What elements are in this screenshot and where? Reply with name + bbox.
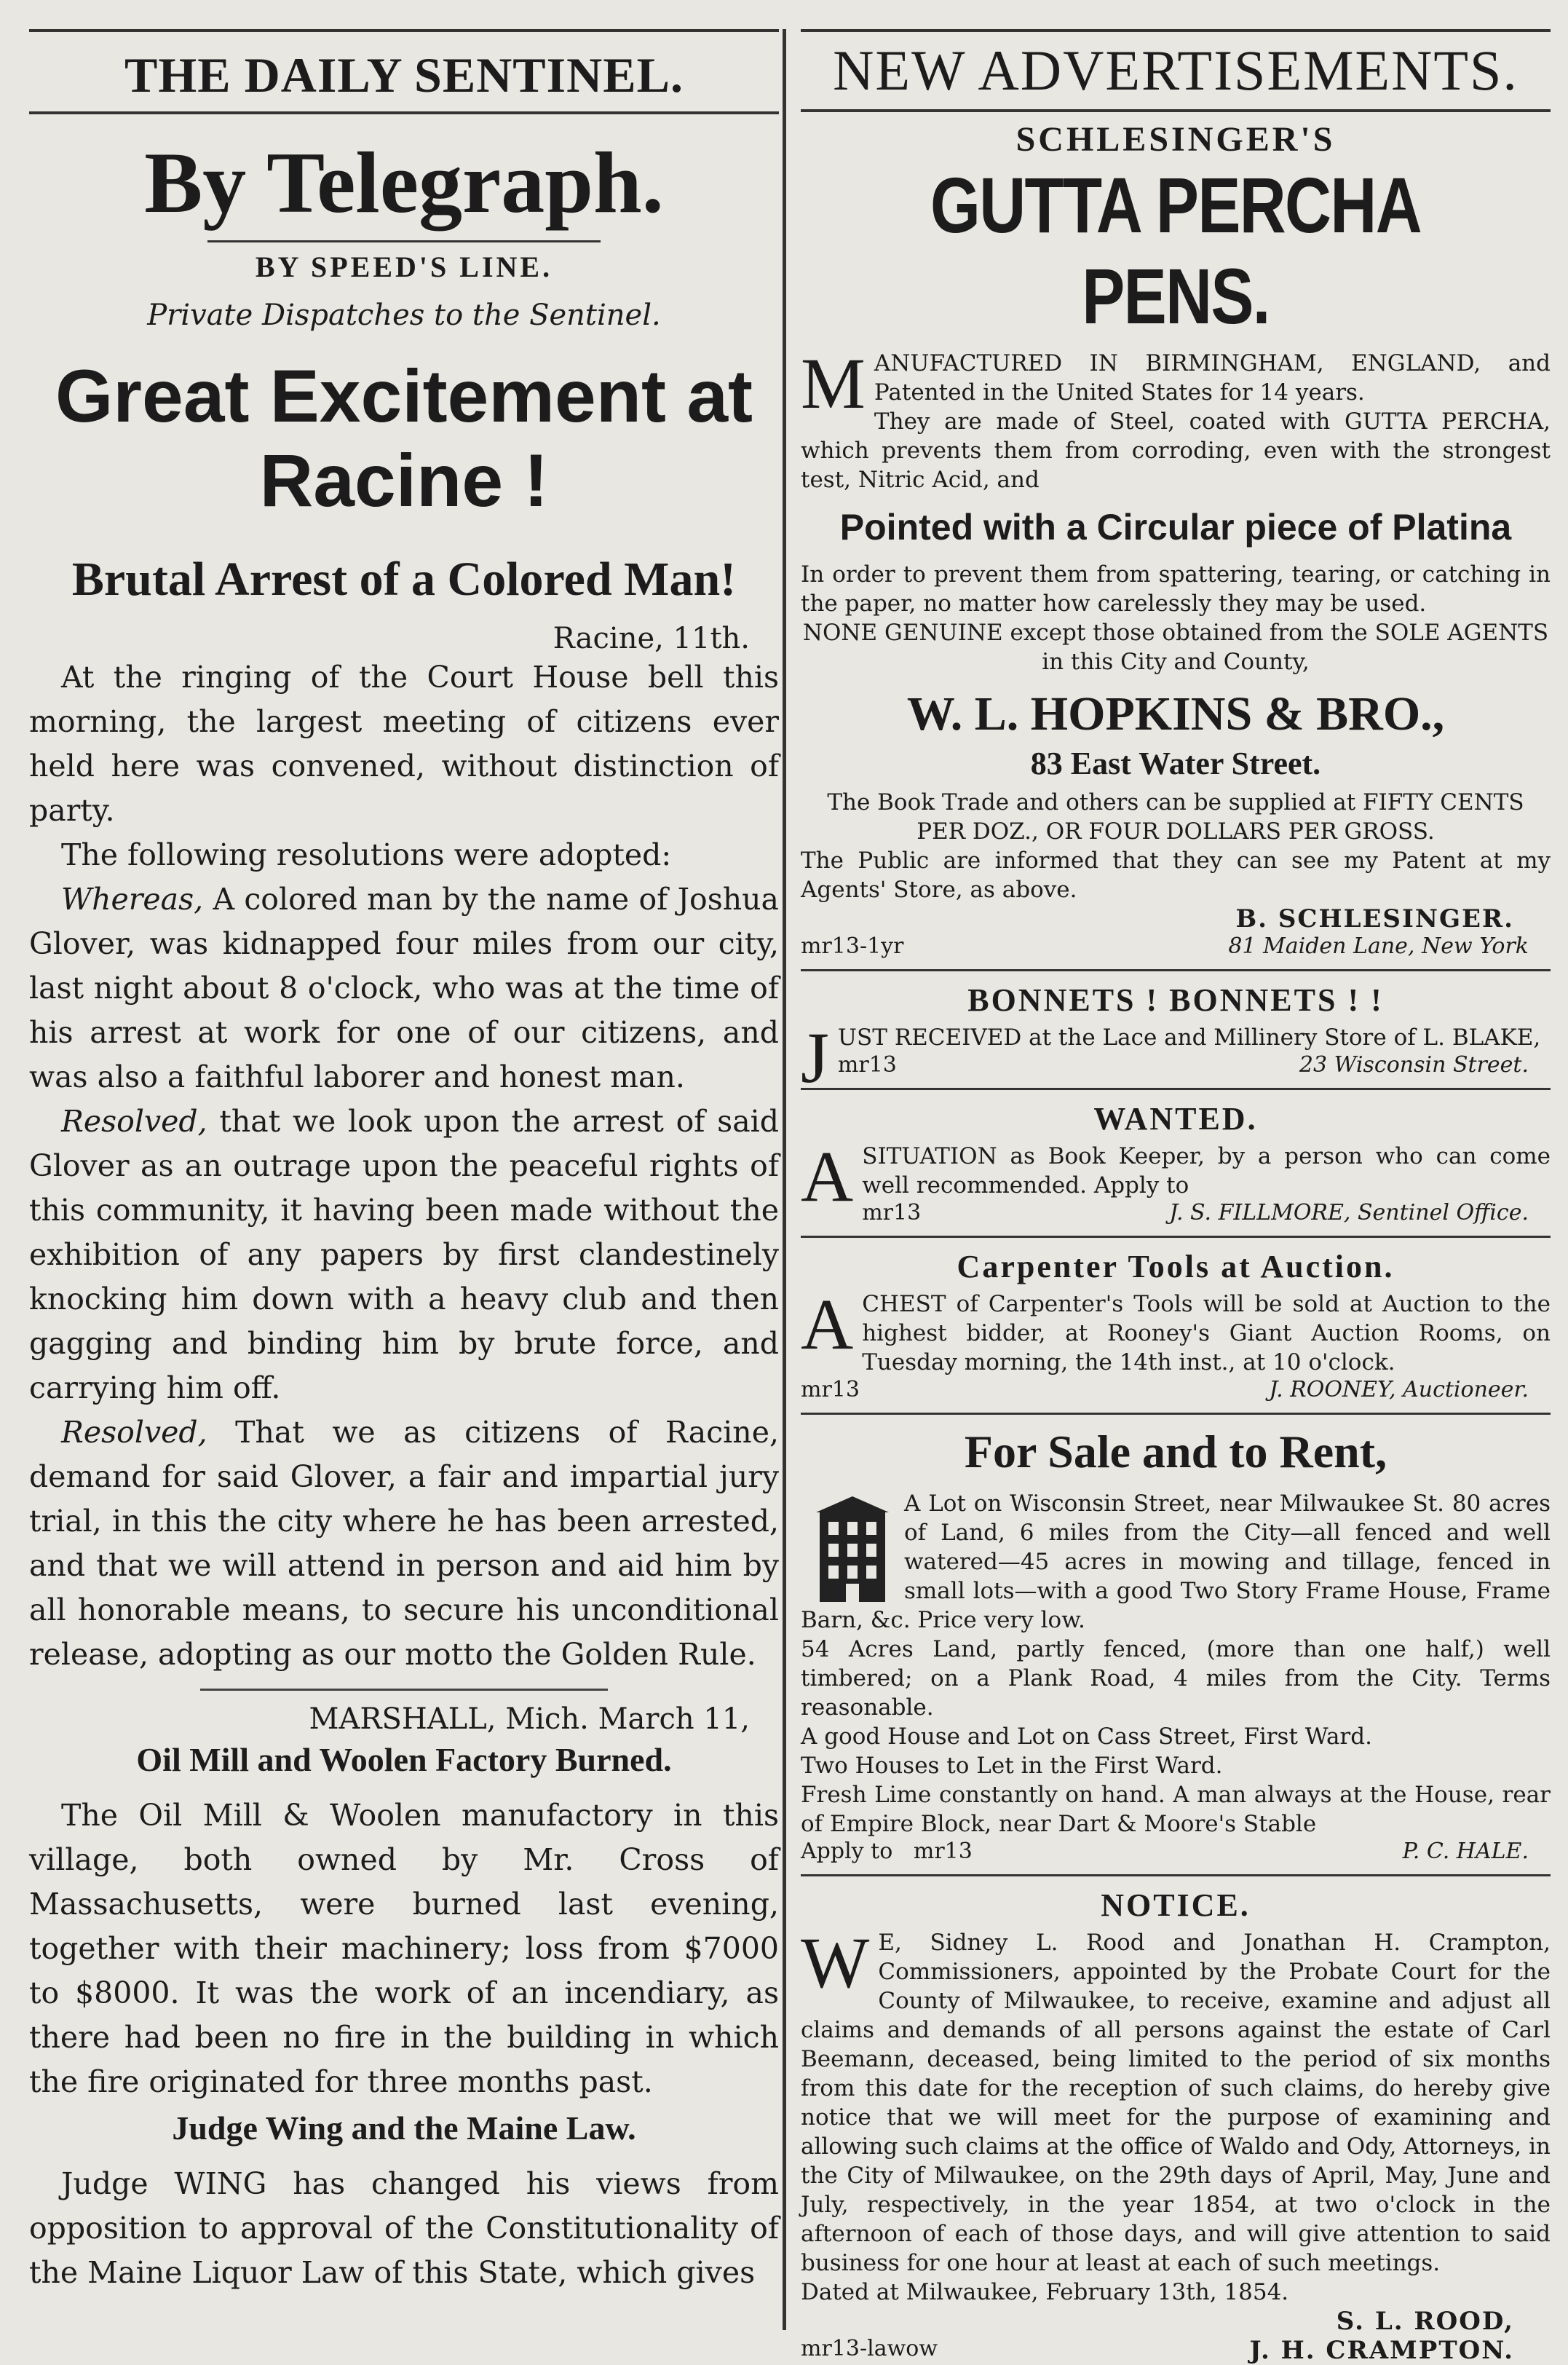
headline-line-1: Great Excitement at xyxy=(55,355,753,438)
ad-signature: J. H. CRAMPTON. xyxy=(1249,2336,1514,2365)
left-column xyxy=(29,29,779,2330)
ad-carpenter xyxy=(801,1284,1551,1377)
ad-apply xyxy=(801,1839,973,1864)
ad-footer xyxy=(801,1377,1551,1402)
paragraph: At the ringing of the Court House bell this morning, the largest meeting of citizens ever held here was convened, without distinction of party. xyxy=(29,660,779,828)
building-icon xyxy=(812,1496,892,1606)
ad-footer xyxy=(801,2336,1551,2365)
ad-text: A Lot on Wisconsin Street, near Milwaukee St. 80 acres of Land, 6 miles from the City—all fenced and well watered—45 acres in mowing and tillage, fenced in small lots—with a good Two Story Frame House, Frame Barn, &c. Price very low. xyxy=(801,1491,1551,1633)
ad-text: Fresh Lime constantly on hand. A man always at the House, rear of Empire Block, near Dart & Moore's Stable xyxy=(801,1782,1551,1837)
drop-cap: M xyxy=(801,343,866,424)
paragraph-text: That we as citizens of Racine, demand for said Glover, a fair and impartial jury trial, in this the city where he has been arrested, and that we will attend in person and aid him by all honorable means, to secure his unconditional release, adopting as our motto the Golden Rule. xyxy=(29,1415,779,1672)
subheadline-judge-wing: Judge Wing and the Maine Law. xyxy=(172,2109,636,2147)
paragraph xyxy=(29,1099,779,1410)
paragraph xyxy=(29,877,779,1099)
ad-pens-intro xyxy=(801,343,1551,494)
telegraph-heading: By Telegraph. xyxy=(144,134,664,231)
ad-address: 23 Wisconsin Street. xyxy=(1299,1052,1529,1078)
dateline-marshall: MARSHALL, Mich. March 11, xyxy=(309,1702,750,1736)
ad-text: Two Houses to Let in the First Ward. xyxy=(801,1753,1223,1779)
ad-footer xyxy=(801,1839,1551,1864)
ad-rule xyxy=(801,1236,1551,1238)
article-oil-mill xyxy=(29,1793,779,2104)
ad-address: 81 Maiden Lane, New York xyxy=(1228,933,1529,959)
ad-rule xyxy=(801,969,1551,971)
paragraph: Judge WING has changed his views from opposition to approval of the Constitutionality of the Maine Liquor Law of this State, which gives xyxy=(29,2166,779,2290)
ad-text: A good House and Lot on Cass Street, First Ward. xyxy=(801,1724,1372,1750)
paragraph xyxy=(29,1410,779,1677)
drop-cap: A xyxy=(801,1136,854,1217)
gutta-percha-heading: GUTTA PERCHA PENS. xyxy=(930,161,1422,340)
ad-rule xyxy=(801,1874,1551,1876)
right-column xyxy=(801,29,1551,2365)
ad-code: mr13 xyxy=(837,1052,897,1078)
notice-heading: NOTICE. xyxy=(1101,1887,1251,1923)
ad-code: mr13 xyxy=(862,1200,922,1225)
drop-cap: W xyxy=(801,1922,870,2003)
speeds-line: BY SPEED'S LINE. xyxy=(207,240,601,284)
ad-text: ANUFACTURED IN BIRMINGHAM, ENGLAND, and Patented in the United States for 14 years. xyxy=(874,350,1551,406)
drop-cap: J xyxy=(801,1017,829,1098)
private-dispatches: Private Dispatches to the Sentinel. xyxy=(147,299,661,332)
ad-dated: Dated at Milwaukee, February 13th, 1854. xyxy=(801,2279,1289,2305)
paragraph-text: A colored man by the name of Joshua Glover, was kidnapped four miles from our city, last night about 8 o'clock, who was at the time of his arrest at work for one of our citizens, and was also a faithful laborer and honest man. xyxy=(29,882,779,1094)
ad-text: 54 Acres Land, partly fenced, (more than one half,) well timbered; on a Plank Road, 4 miles from the City. Terms reasonable. xyxy=(801,1636,1551,1721)
ad-rule xyxy=(801,1413,1551,1415)
ad-text: CHEST of Carpenter's Tools will be sold at Auction to the highest bidder, at Rooney's Giant Auction Rooms, on Tuesday morning, the 14th inst., at 10 o'clock. xyxy=(862,1291,1551,1375)
ad-code: mr13-1yr xyxy=(801,933,904,959)
ad-text: NONE GENUINE except those obtained from the SOLE AGENTS in this City and County, xyxy=(802,620,1549,675)
paragraph-lead: Resolved, xyxy=(61,1104,207,1139)
ad-signature: B. SCHLESINGER. xyxy=(1235,904,1514,933)
ad-text: In order to prevent them from spattering, tearing, or catching in the paper, no matter how carelessly they may be used. xyxy=(801,561,1551,617)
ad-signature: S. L. ROOD, xyxy=(1336,2307,1514,2336)
ad-code: mr13 xyxy=(913,1839,973,1864)
paragraph-lead: Whereas, xyxy=(61,882,204,917)
article-judge-wing xyxy=(29,2162,779,2295)
paragraph-text: that we look upon the arrest of said Glover as an outrage upon the peaceful rights of this community, it having been made without the exhibition of any papers by first clandestinely knocking him down with a heavy club and then gagging and binding him by brute force, and carrying him off. xyxy=(29,1104,779,1405)
headline-line-2: Racine ! xyxy=(259,439,549,522)
article-racine xyxy=(29,655,779,1677)
bonnets-heading: BONNETS ! BONNETS ! ! xyxy=(967,982,1384,1018)
paragraph-lead: Resolved, xyxy=(61,1415,207,1450)
ad-footer xyxy=(801,933,1551,959)
schlesinger-heading: SCHLESINGER'S xyxy=(1015,120,1336,159)
subheadline: Brutal Arrest of a Colored Man! xyxy=(71,553,737,606)
ad-signature: J. ROONEY, Auctioneer. xyxy=(1269,1377,1529,1402)
street-heading: 83 East Water Street. xyxy=(1030,746,1321,781)
drop-cap: A xyxy=(801,1284,854,1365)
column-divider xyxy=(783,29,786,2330)
dateline-racine: Racine, 11th. xyxy=(553,622,750,655)
paragraph: The following resolutions were adopted: xyxy=(61,837,672,872)
masthead: THE DAILY SENTINEL. xyxy=(29,29,779,114)
ad-text: The Public are informed that they can see my Patent at my Agents' Store, as above. xyxy=(801,848,1551,903)
ad-text: They are made of Steel, coated with GUTTA PERCHA, which prevents them from corroding, even with the strongest test, Nitric Acid, and xyxy=(801,408,1551,493)
apply-label: Apply to xyxy=(801,1839,893,1864)
pointed-heading: Pointed with a Circular piece of Platina xyxy=(839,507,1512,548)
carpenter-heading: Carpenter Tools at Auction. xyxy=(957,1249,1395,1284)
ad-rule xyxy=(801,1088,1551,1090)
ad-code: mr13 xyxy=(801,1377,860,1402)
ad-notice xyxy=(801,1922,1551,2278)
ad-text: UST RECEIVED at the Lace and Millinery Store of L. BLAKE, xyxy=(837,1024,1541,1051)
ad-signature: P. C. HALE. xyxy=(1402,1839,1529,1864)
new-advertisements-heading: NEW ADVERTISEMENTS. xyxy=(801,29,1551,112)
ad-text: E, Sidney L. Rood and Jonathan H. Crampton, Commissioners, appointed by the Probate Court for the County of Milwaukee, to receive, examine and adjust all claims and demands of all persons against the estate of Carl Beemann, deceased, being limited to the period of six months from this date for the reception of such claims, do hereby give notice that we will meet for the purpose of examining and allowing such claims at the office of Waldo and Ody, Attorneys, in the City of Milwaukee, on the 29th days of April, May, June and July, respectively, in the year 1854, at two o'clock in the afternoon of each of those days, and will give attention to said business for one hour at least at each of such meetings. xyxy=(801,1930,1551,2276)
for-sale-heading: For Sale and to Rent, xyxy=(964,1426,1387,1477)
ad-for-sale xyxy=(801,1489,1551,1839)
ad-text: The Book Trade and others can be supplied at FIFTY CENTS PER DOZ., OR FOUR DOLLARS PER GROSS. xyxy=(827,789,1524,845)
ad-signature: J. S. FILLMORE, Sentinel Office. xyxy=(1169,1200,1529,1225)
ad-text: SITUATION as Book Keeper, by a person who can come well recommended. Apply to xyxy=(862,1143,1551,1199)
ad-footer xyxy=(862,1200,1551,1225)
subheadline-oil-mill: Oil Mill and Woolen Factory Burned. xyxy=(136,1741,672,1778)
ad-footer xyxy=(838,1052,1551,1078)
paragraph: The Oil Mill & Woolen manufactory in this village, both owned by Mr. Cross of Massachusetts, were burned last evening, together with their machinery; loss from $7000 to $8000. It was the work of an incendiary, as there had been no fire in the building in which the fire originated for three months past. xyxy=(29,1798,779,2099)
wanted-heading: WANTED. xyxy=(1093,1101,1258,1137)
section-rule xyxy=(200,1689,608,1691)
hopkins-heading: W. L. HOPKINS & BRO., xyxy=(906,687,1445,741)
ad-code: mr13-lawow xyxy=(801,2336,938,2361)
